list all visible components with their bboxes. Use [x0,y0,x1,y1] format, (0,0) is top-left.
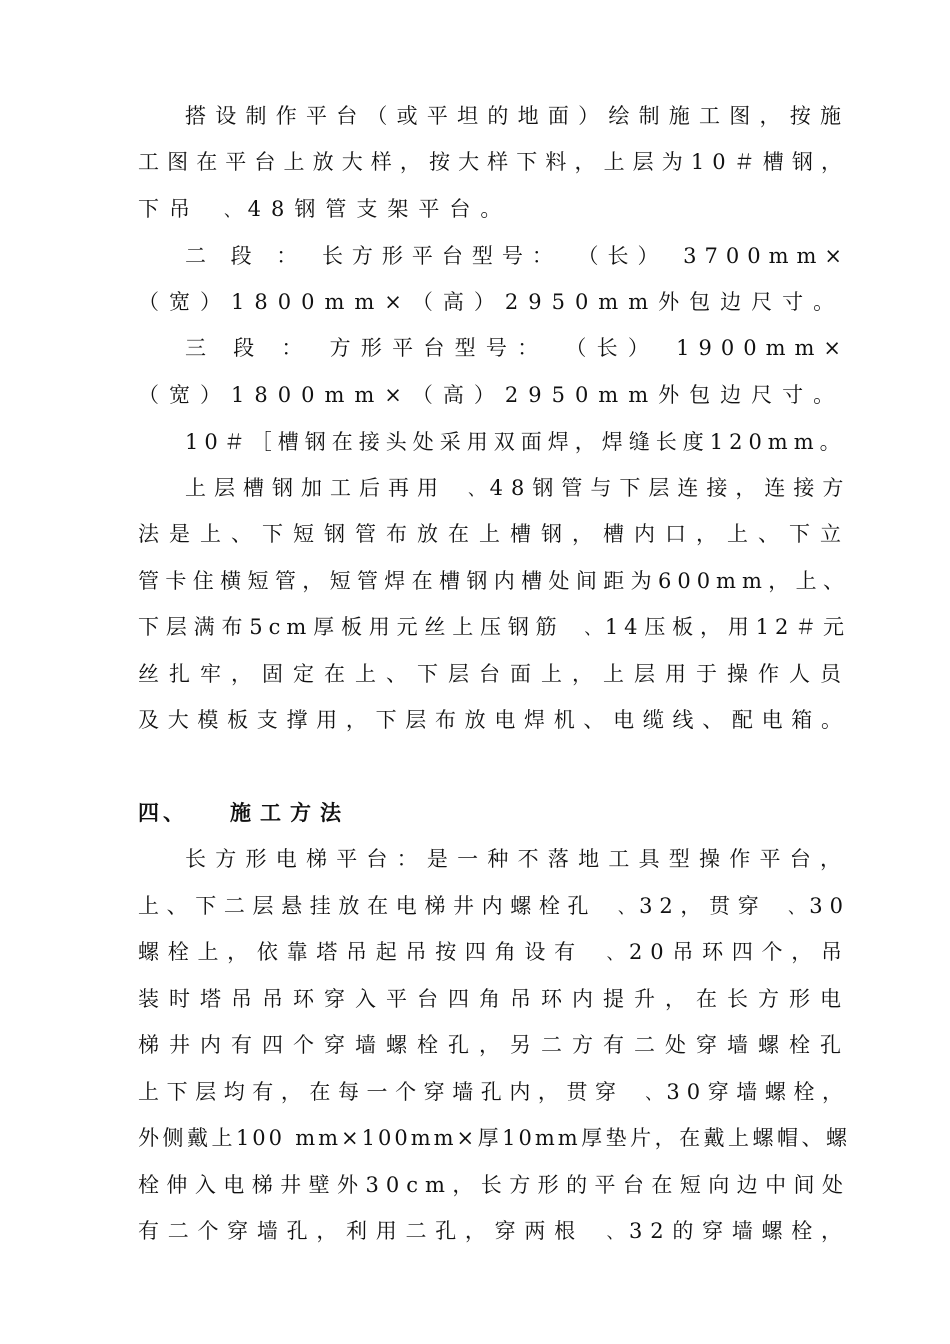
paragraph-line: （宽）1800mm×（高）2950mm外包边尺寸。 [138,290,845,314]
paragraph-line: 上下层均有，在每一个穿墙孔内，贯穿 ﹑30穿墙螺栓， [138,1080,850,1104]
paragraph-line: 管卡住横短管，短管焊在槽钢内槽处间距为600mm，上、 [138,569,850,593]
paragraph-line: 螺栓上，依靠塔吊起吊按四角设有 ﹑20吊环四个，吊 [138,940,850,964]
paragraph-line: 上层槽钢加工后再用 ﹑48钢管与下层连接，连接方 [185,476,852,500]
section-title: 施工方法 [230,801,350,825]
paragraph-line: 下吊 ﹑48钢管支架平台。 [138,197,512,221]
paragraph-line: 上、下二层悬挂放在电梯井内螺栓孔 ﹑32，贯穿 ﹑30 [138,894,850,918]
paragraph-line: 搭设制作平台（或平坦的地面）绘制施工图，按施 [185,104,850,128]
paragraph-line: 三 段 ： 方形平台型号： （长） 1900mm× [185,336,850,360]
paragraph-line: 有二个穿墙孔，利用二孔，穿两根 ﹑32的穿墙螺栓， [138,1219,850,1243]
paragraph-line: 下层满布5cm厚板用元丝上压钢筋 ﹑14压板，用12＃元 [138,615,850,639]
paragraph-line: 工图在平台上放大样，按大样下料，上层为10＃槽钢， [138,150,850,174]
section-heading [138,796,350,830]
paragraph-line: 10＃［槽钢在接头处采用双面焊，焊缝长度120mm。 [185,430,847,454]
paragraph-line: 装时塔吊吊环穿入平台四角吊环内提升，在长方形电 [138,987,851,1011]
paragraph-line: 外侧戴上100 mm×100mm×厚10mm厚垫片，在戴上螺帽、螺 [138,1126,850,1150]
paragraph-line: 及大模板支撑用，下层布放电焊机、电缆线、配电箱。 [138,708,850,732]
section-number: 四、 [138,801,188,825]
paragraph-line: 二 段 ： 长方形平台型号： （长） 3700mm× [185,244,850,268]
paragraph-line: 丝扎牢，固定在上、下层台面上，上层用于操作人员 [138,662,851,686]
paragraph-line: 栓伸入电梯井壁外30cm，长方形的平台在短向边中间处 [138,1173,850,1197]
paragraph-line: 梯井内有四个穿墙螺栓孔，另二方有二处穿墙螺栓孔 [138,1033,851,1057]
paragraph-line: 长方形电梯平台：是一种不落地工具型操作平台， [185,847,850,871]
paragraph-line: （宽）1800mm×（高）2950mm外包边尺寸。 [138,383,845,407]
paragraph-line: 法是上、下短钢管布放在上槽钢，槽内口，上、下立 [138,522,851,546]
